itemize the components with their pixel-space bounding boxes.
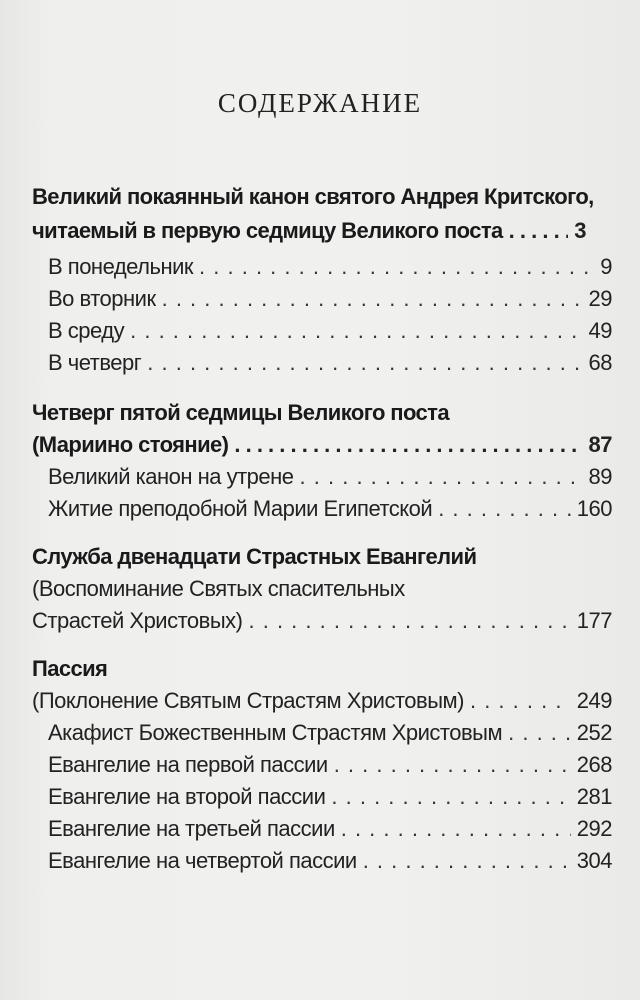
toc-entry-evangelie-3	[48, 816, 612, 842]
toc-entry-label: Евангелие на первой пассии	[48, 752, 328, 777]
toc-entry-chetverg	[32, 432, 612, 458]
leader-dots	[438, 496, 571, 522]
section-sluzhba-line3: Страстей Христовых)	[32, 608, 243, 633]
section-sluzhba-heading: Служба двенадцати Страстных Евангелий	[32, 544, 477, 569]
leader-dots	[300, 464, 583, 490]
toc-entry-thursday	[48, 350, 612, 376]
toc-entry-velikiy-kanon	[48, 464, 612, 490]
page-number: 9	[600, 254, 612, 279]
toc-entry-evangelie-1	[48, 752, 612, 778]
page-number: 160	[576, 496, 612, 521]
toc-entry-wednesday	[48, 318, 612, 344]
page-title: СОДЕРЖАНИЕ	[217, 88, 423, 118]
leader-dots	[249, 608, 571, 634]
leader-dots	[162, 286, 583, 312]
leader-dots	[147, 350, 582, 376]
page-number: 68	[588, 350, 612, 375]
page-number: 49	[588, 318, 612, 343]
toc-entry-label: Во вторник	[48, 286, 156, 311]
section-kanon-heading-line2: читаемый в первую седмицу Великого поста	[32, 218, 503, 243]
leader-dots	[331, 784, 570, 810]
page-number: 29	[588, 286, 612, 311]
leader-dots	[234, 432, 582, 458]
section-sluzhba-line2: (Воспоминание Святых спасительных	[32, 576, 405, 601]
toc-entry-label: В понедельник	[48, 254, 194, 279]
section-passia-line2: (Поклонение Святым Страстям Христовым)	[32, 688, 464, 713]
leader-dots	[470, 688, 571, 714]
page-number: 268	[576, 752, 612, 777]
toc-entry-sluzhba	[32, 608, 612, 634]
page-number: 89	[588, 464, 612, 489]
toc-entry-zhitie	[48, 496, 612, 522]
leader-dots	[363, 848, 571, 874]
leader-dots	[199, 254, 594, 280]
toc-entry-label: Евангелие на второй пассии	[48, 784, 326, 809]
page-number: 304	[576, 848, 612, 873]
page-number: 252	[576, 720, 612, 745]
leader-dots	[341, 816, 571, 842]
leader-dots	[508, 720, 571, 746]
page-number: 292	[576, 816, 612, 841]
toc-entry-tuesday	[48, 286, 612, 312]
toc-entry-label: Евангелие на третьей пассии	[48, 816, 335, 841]
toc-entry-label: Евангелие на четвертой пассии	[48, 848, 357, 873]
section-kanon-heading-line1: Великий покаянный канон святого Андрея Критского,	[32, 184, 594, 209]
page-number: 249	[576, 688, 612, 713]
section-chetverg-heading-line1: Четверг пятой седмицы Великого поста	[32, 400, 449, 425]
leader-dots	[509, 218, 569, 244]
toc-entry-label: В среду	[48, 318, 125, 343]
toc-entry-label: Житие преподобной Марии Египетской	[48, 496, 433, 521]
toc-entry-passia	[32, 688, 612, 714]
leader-dots	[130, 318, 582, 344]
toc-entry-label: Акафист Божественным Страстям Христовым	[48, 720, 503, 745]
toc-entry-label: Великий канон на утрене	[48, 464, 294, 489]
section-chetverg-heading-line2: (Мариино стояние)	[32, 432, 229, 457]
page-number: 87	[588, 432, 612, 457]
leader-dots	[334, 752, 571, 778]
page-number: 281	[576, 784, 612, 809]
toc-entry-kanon	[32, 218, 586, 244]
toc-entry-evangelie-4	[48, 848, 612, 874]
toc-entry-evangelie-2	[48, 784, 612, 810]
toc-entry-monday	[48, 254, 612, 280]
toc-entry-akafist	[48, 720, 612, 746]
toc-entry-label: В четверг	[48, 350, 142, 375]
section-passia-heading: Пассия	[32, 656, 108, 681]
page-number: 177	[576, 608, 612, 633]
page-number: 3	[574, 218, 586, 243]
